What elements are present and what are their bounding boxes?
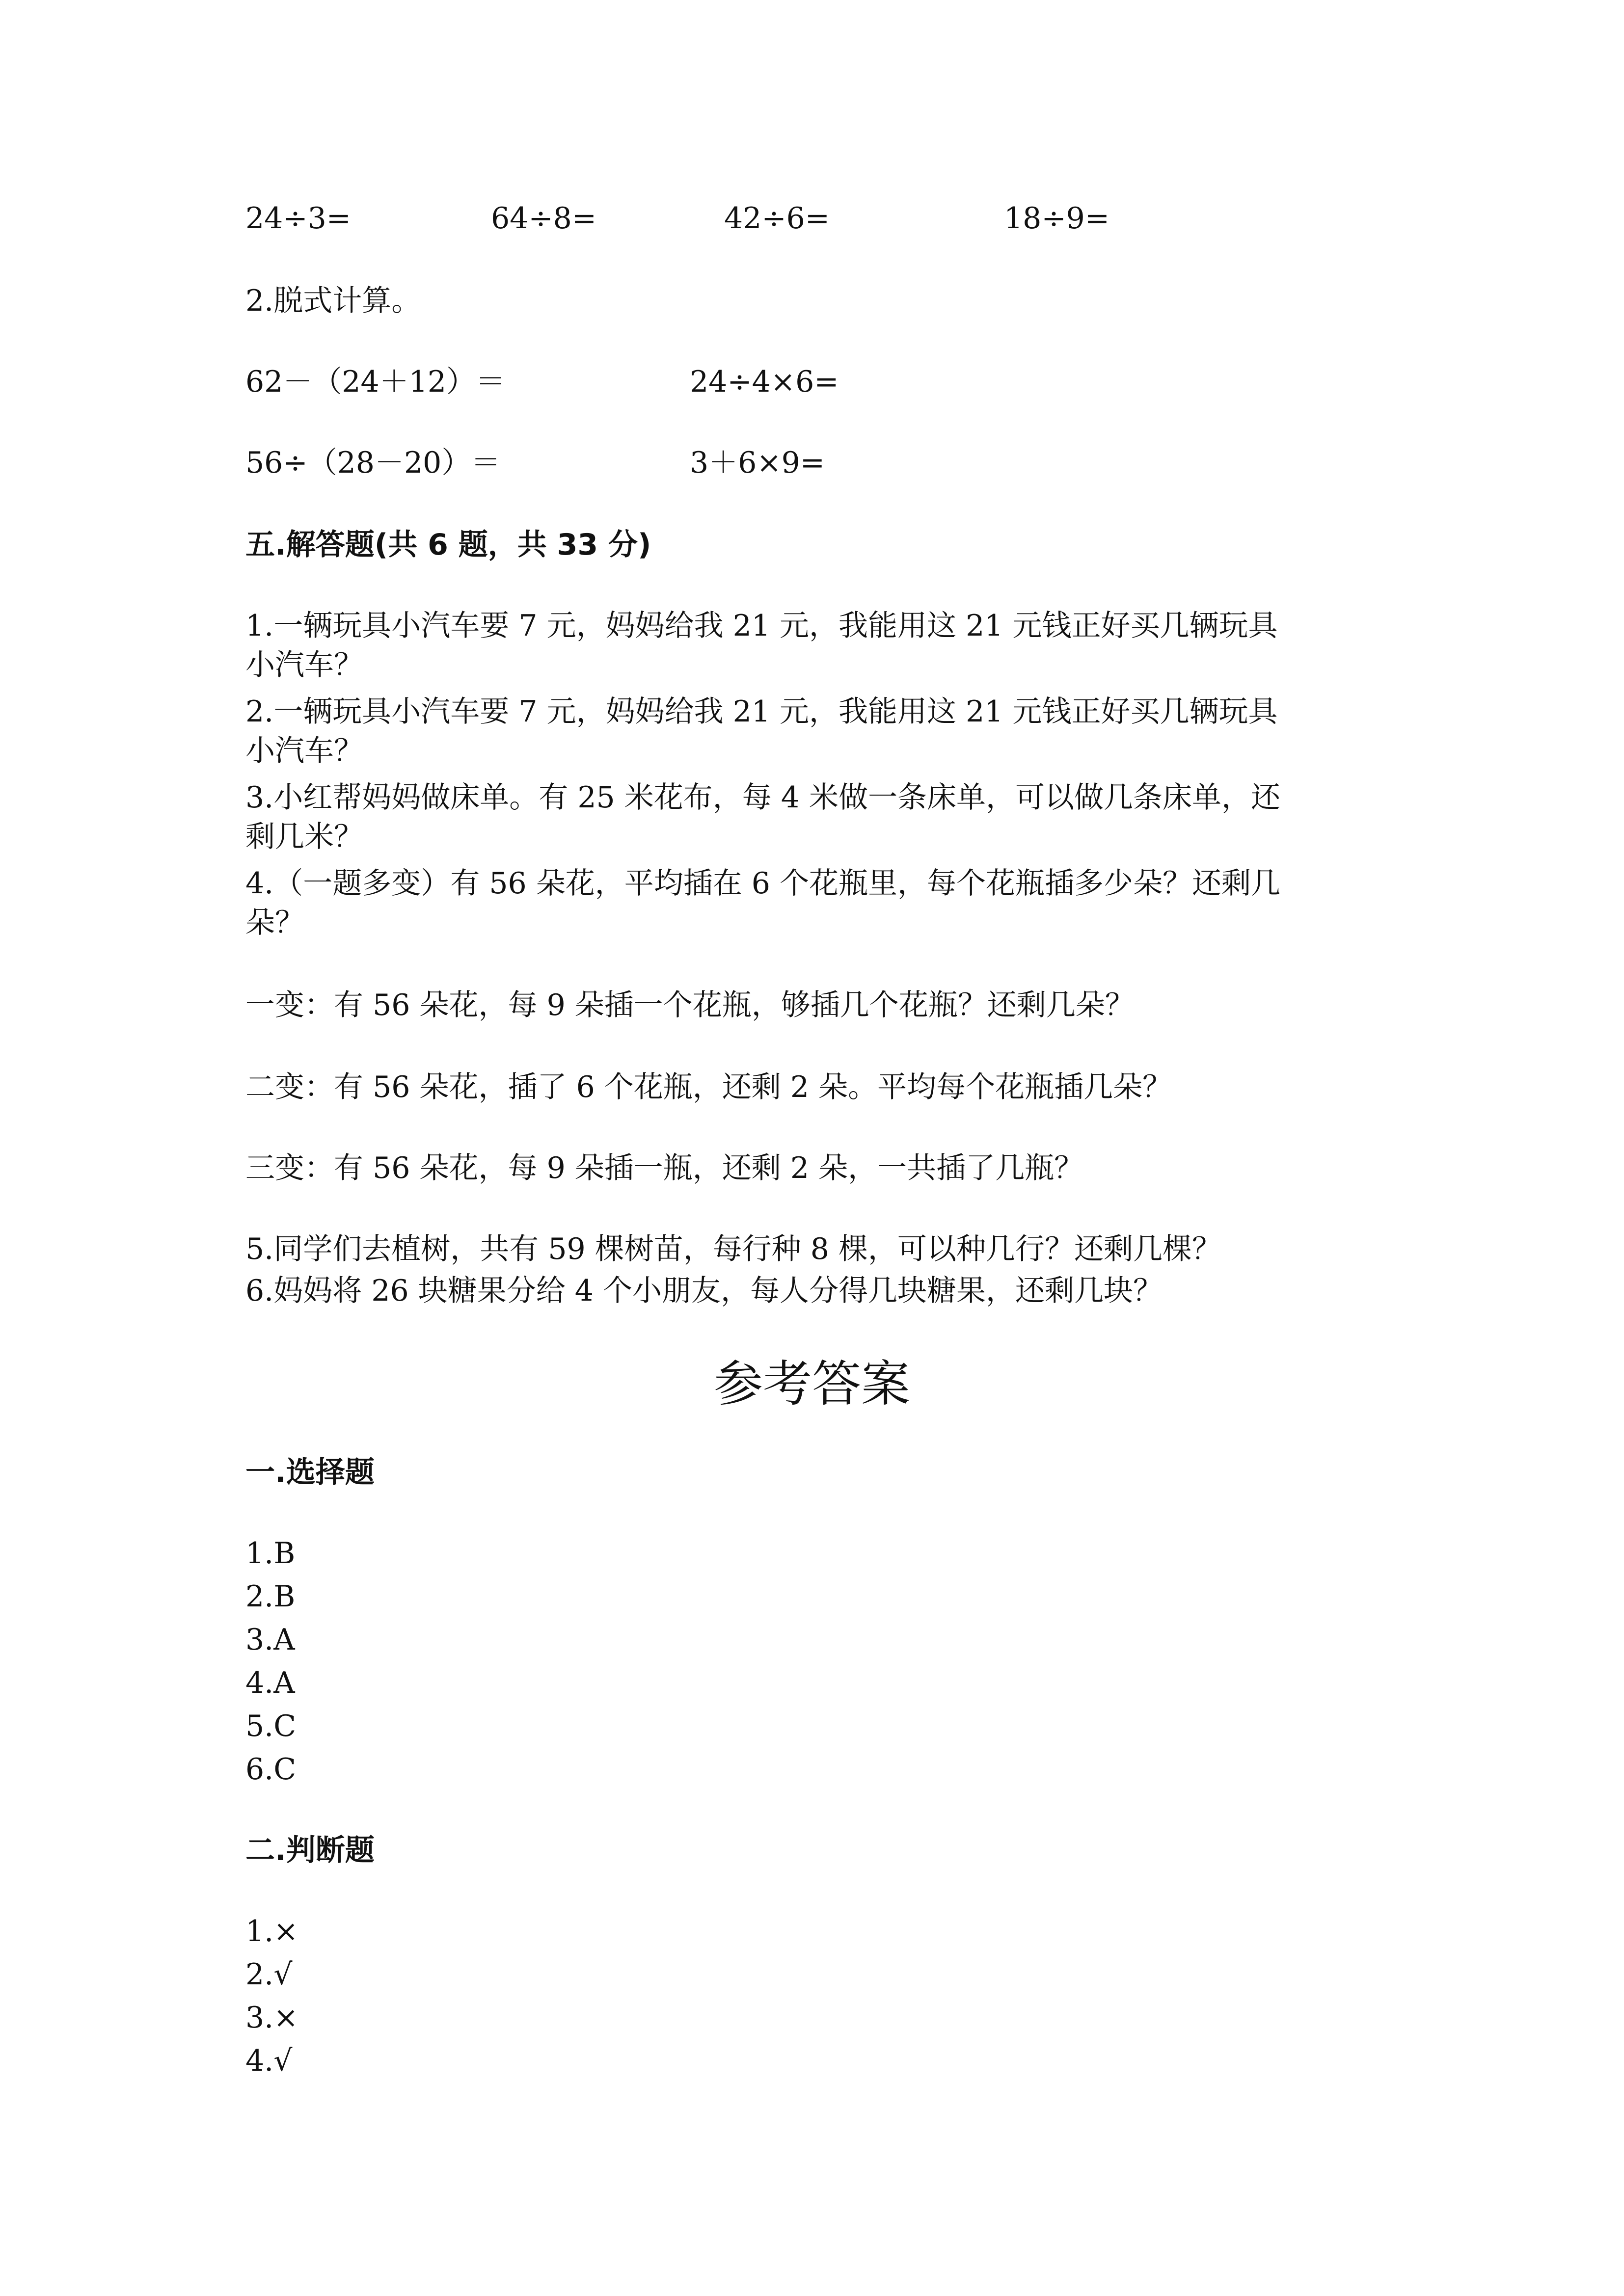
- answer-choice-3: 3.A: [245, 1623, 295, 1657]
- variation-2: 二变：有 56 朵花，插了 6 个花瓶，还剩 2 朵。平均每个花瓶插几朵？: [245, 1070, 1172, 1104]
- variation-1: 一变：有 56 朵花，每 9 朵插一个花瓶，够插几个花瓶？还剩几朵？: [245, 988, 1135, 1022]
- question-6: 6.妈妈将 26 块糖果分给 4 个小朋友，每人分得几块糖果，还剩几块？: [245, 1274, 1163, 1308]
- question-1-line-1: 1.一辆玩具小汽车要 7 元，妈妈给我 21 元，我能用这 21 元钱正好买几辆玩具: [245, 609, 1278, 643]
- answer-choice-4: 4.A: [245, 1666, 295, 1700]
- division-problem-3: 42÷6=: [724, 201, 830, 236]
- question-5: 5.同学们去植树，共有 59 棵树苗，每行种 8 棵，可以种几行？还剩几棵？: [245, 1232, 1222, 1266]
- question-3-line-2: 剩几米？: [245, 820, 363, 854]
- section5-heading: 五.解答题(共 6 题，共 33 分): [245, 528, 651, 562]
- variation-3: 三变：有 56 朵花，每 9 朵插一瓶，还剩 2 朵，一共插了几瓶？: [245, 1151, 1084, 1185]
- answers-section2-heading: 二.判断题: [245, 1833, 375, 1868]
- question-1-line-2: 小汽车？: [245, 648, 363, 682]
- answers-section1-heading: 一.选择题: [245, 1455, 375, 1490]
- answer-judge-3: 3.×: [245, 2001, 298, 2035]
- answer-judge-4: 4.√: [245, 2044, 293, 2078]
- division-problem-4: 18÷9=: [1004, 201, 1110, 236]
- answer-choice-1: 1.B: [245, 1536, 296, 1571]
- answer-judge-2: 2.√: [245, 1957, 293, 1992]
- question-2-line-1: 2.一辆玩具小汽车要 7 元，妈妈给我 21 元，我能用这 21 元钱正好买几辆玩具: [245, 694, 1278, 729]
- answer-judge-1: 1.×: [245, 1914, 298, 1949]
- step-calc-3: 56÷（28－20）＝: [245, 446, 501, 480]
- question-3-line-1: 3.小红帮妈妈做床单。有 25 米花布，每 4 米做一条床单，可以做几条床单，还: [245, 780, 1281, 815]
- answers-title: 参考答案: [714, 1355, 910, 1413]
- answer-choice-5: 5.C: [245, 1709, 297, 1743]
- question-2-line-2: 小汽车？: [245, 734, 363, 768]
- answer-choice-2: 2.B: [245, 1579, 296, 1614]
- division-problem-1: 24÷3=: [245, 201, 352, 236]
- section2-heading: 2.脱式计算。: [245, 284, 421, 318]
- step-calc-1: 62－（24＋12）＝: [245, 365, 506, 399]
- question-4-line-1: 4.（一题多变）有 56 朵花，平均插在 6 个花瓶里，每个花瓶插多少朵？还剩几: [245, 866, 1281, 901]
- step-calc-4: 3＋6×9=: [690, 446, 825, 480]
- division-problem-2: 64÷8=: [491, 201, 597, 236]
- question-4-line-2: 朵？: [245, 906, 304, 940]
- step-calc-2: 24÷4×6=: [690, 365, 839, 399]
- answer-choice-6: 6.C: [245, 1752, 297, 1787]
